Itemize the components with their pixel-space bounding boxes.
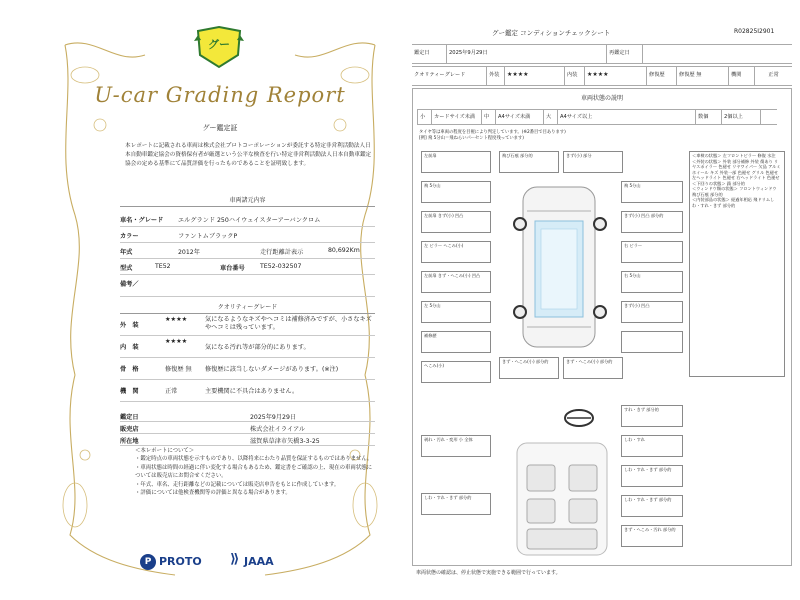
address-label: 所在地 bbox=[120, 438, 139, 445]
repair-label: 修復歴 bbox=[646, 67, 676, 85]
damage-box: 左前扉 bbox=[421, 151, 491, 173]
type-value: TE52 bbox=[155, 263, 171, 270]
damage-box: 補修歴 bbox=[421, 331, 491, 353]
type-label: 型式 bbox=[120, 265, 133, 272]
color-value: ファントムブラックP bbox=[178, 233, 238, 240]
ext-stars: ★★★★ bbox=[504, 67, 564, 85]
year-label: 年式 bbox=[120, 249, 133, 256]
interior-label: 内 装 bbox=[120, 344, 139, 351]
notes-title: ＜本レポートについて＞ bbox=[135, 448, 195, 454]
address-value: 滋賀県草津市矢橋3-3-25 bbox=[250, 438, 320, 445]
intro-text: 本レポートに記載される車両は株式会社プロトコーポレーションが委託する特定非営利活動法人日本自動車鑑定協会の資格保有者が厳選という公平な検査を行い特定非営利活動法人日本自動車鑑定協会の定める基準にて品質評価を行ったものであることを証明致します。 bbox=[125, 143, 372, 167]
size-small: 小 bbox=[417, 110, 431, 124]
damage-box: 飛 5分山 bbox=[621, 181, 683, 203]
logos bbox=[140, 552, 340, 572]
note-item: ・車両状態は時間の経過に伴い変化する場合もあるため、鑑定書をご確認の上、現在の車両状態については販売店にお問合せください。 bbox=[135, 464, 372, 480]
note-item: ・鑑定時点の車両状態を示すものであり、以降将来にわたり品質を保証するものではありません。 bbox=[135, 456, 373, 463]
date-value: 2025年9月29日 bbox=[446, 45, 606, 63]
interior-box: しわ・すれ・きず 部分的 bbox=[421, 493, 491, 515]
jaaa-logo-text: JAAA bbox=[244, 555, 274, 568]
mech-label: 機 関 bbox=[120, 388, 139, 395]
damage-box: 右 5分山 bbox=[621, 271, 683, 293]
size-a4: A4サイズ未満 bbox=[495, 110, 543, 124]
proto-logo-text: PROTO bbox=[159, 555, 202, 568]
car-interior-diagram bbox=[511, 439, 613, 559]
damage-box: 飛び石痕 部分的 bbox=[499, 151, 559, 173]
frame-value: 修復歴 無 bbox=[165, 366, 192, 373]
address-row bbox=[120, 433, 375, 446]
interior-row bbox=[120, 337, 375, 358]
date-label: 鑑定日 bbox=[414, 50, 430, 56]
frame-label: 骨 格 bbox=[120, 366, 139, 373]
qg-label: クオリティーグレード bbox=[414, 72, 466, 78]
note-item: ・年式、車名、走行距離などの記載については販売店申告をもとに作成しています。 bbox=[135, 481, 340, 488]
goo-shield-emblem bbox=[193, 25, 245, 69]
color-label: カラー bbox=[120, 233, 139, 240]
interior-box: しわ・すれ・きず 部分的 bbox=[621, 465, 683, 487]
vehicle-state-panel bbox=[412, 88, 792, 566]
damage-box: きず(小) 凹凸 部分的 bbox=[621, 211, 683, 233]
damage-box: へこみ(小) bbox=[421, 361, 491, 383]
date-label: 鑑定日 bbox=[120, 414, 139, 421]
mech-label: 機関 bbox=[728, 67, 754, 85]
year-row bbox=[120, 242, 375, 259]
interior-box: しわ・すれ・きず 部分的 bbox=[621, 495, 683, 517]
mech-text: 主要機関に不具合はありません。 bbox=[205, 388, 299, 395]
interior-stars: ★★★★ bbox=[165, 338, 188, 345]
damage-box: 飛 5分山 bbox=[421, 181, 491, 203]
damage-box: きず・へこみ(小) 部分的 bbox=[499, 357, 559, 379]
frame-row bbox=[120, 359, 375, 380]
wheel-rear-left bbox=[513, 305, 527, 319]
repair-value: 修復歴 無 bbox=[676, 67, 728, 85]
exterior-text: 気になるようなキズやヘコミは補修済みですが、小さなキズやヘコミは残っています。 bbox=[205, 316, 372, 331]
jaaa-logo-icon: ⟫ bbox=[230, 552, 240, 567]
frame-text: 修復歴に該当しないダメージがあります。(※注) bbox=[205, 366, 339, 373]
ext-label: 外装 bbox=[486, 67, 504, 85]
exterior-stars: ★★★★ bbox=[165, 316, 188, 323]
mechanical-row bbox=[120, 381, 375, 402]
sheet-id: R02825I2901 bbox=[734, 28, 775, 35]
car-exterior-diagram bbox=[505, 181, 613, 353]
type-row bbox=[120, 258, 375, 275]
condition-notes-box: ＜車検の状態＞ 左フロントピラー 修復 水注 ＜外装の状態＞ 外装 部分補修 外装 傷あり リヤスポイラー 色褪せ リヤワイパー 欠品 アルミホイール キズ 外装一部 色褪せ グリル 色褪せ 左ヘッドライト 色褪せ 右ヘッドライト 色褪せ ＜下回りの状態＞ 錆 部分的 ＜ウィンドウ類の状態＞ フロントウィンドウ 飛び石痕 部分的 ＜内装部品の状態＞ 経過年相応 飛ドリムしわ・すれ・きず 部分的 bbox=[689, 151, 785, 377]
damage-box: 右 ピラー bbox=[621, 241, 683, 263]
steering-wheel-icon bbox=[563, 407, 595, 429]
mileage-label: 走行距離計表示 bbox=[260, 249, 304, 256]
model-label: 車名・グレード bbox=[120, 217, 164, 224]
model-row bbox=[120, 210, 375, 227]
dealer-value: 株式会社イライアル bbox=[250, 426, 306, 433]
interior-box: きず・へこみ・汚れ 部分的 bbox=[621, 525, 683, 547]
certificate-title: グー鑑定証 bbox=[202, 124, 238, 132]
period-label: 再鑑定日 bbox=[606, 45, 642, 63]
legend-line2: [例] 飛 5分山＝飛ねらいパーセント程度残っています) bbox=[419, 136, 524, 141]
count-label: 数個 bbox=[695, 110, 721, 124]
vehicle-section-header: 車両諸元内容 bbox=[120, 195, 375, 207]
damage-box: きず(小) 凹凸 bbox=[621, 301, 683, 323]
int-stars: ★★★★ bbox=[584, 67, 646, 85]
damage-box: 左 5分山 bbox=[421, 301, 491, 323]
damage-box bbox=[621, 331, 683, 353]
year-value: 2012年 bbox=[178, 249, 200, 256]
date-value: 2025年9月29日 bbox=[250, 414, 297, 421]
damage-box: きず(小) 部分 bbox=[563, 151, 623, 173]
size-big: 大 bbox=[543, 110, 557, 124]
vin-value: TE52-032507 bbox=[260, 263, 302, 270]
color-row bbox=[120, 226, 375, 243]
svg-text:グー: グー bbox=[208, 38, 230, 51]
count-value: 2個以上 bbox=[721, 110, 761, 124]
model-value: エルグランド 250ハイウェイスターアーバンクロム bbox=[178, 217, 321, 224]
condition-check-sheet bbox=[412, 22, 792, 582]
quality-section-header: クオリティーグレード bbox=[120, 302, 375, 314]
size-a4up: A4サイズ以上 bbox=[557, 110, 607, 124]
state-title: 車両状態の説明 bbox=[580, 95, 623, 102]
exterior-label: 外 装 bbox=[120, 322, 139, 329]
note-item: ・評価については他検査機関等の評価と異なる場合があります。 bbox=[135, 490, 291, 497]
size-card: カードサイズ未満 bbox=[431, 110, 481, 124]
interior-box: すれ・きず 部分的 bbox=[621, 405, 683, 427]
quality-grid-row bbox=[412, 66, 792, 86]
wheel-front-left bbox=[513, 217, 527, 231]
mileage-value: 80,692Km bbox=[328, 247, 360, 254]
damage-box: 左 ピラー へこみ(小) bbox=[421, 241, 491, 263]
period-value bbox=[642, 45, 792, 63]
interior-box: しわ・すれ bbox=[621, 435, 683, 457]
exterior-row bbox=[120, 315, 375, 336]
wheel-rear-right bbox=[593, 305, 607, 319]
interior-box: 剥れ・汚れ・変形 小 全体 bbox=[421, 435, 491, 457]
legend-line1: タイヤ等は車両の程度を目視により判定しています。(※2番目で目あります) bbox=[419, 130, 566, 135]
mech-value: 正常 bbox=[754, 67, 792, 85]
size-legend bbox=[417, 109, 777, 125]
remarks-label: 備考／ bbox=[120, 281, 139, 288]
sheet-title: グー鑑定 コンディションチェックシート bbox=[492, 29, 611, 37]
damage-box: 左前扉 きず(小) 凹凸 bbox=[421, 211, 491, 233]
grading-report-certificate bbox=[55, 15, 385, 585]
vin-label: 車台番号 bbox=[220, 265, 245, 272]
size-mid: 中 bbox=[481, 110, 495, 124]
report-script-title: U-car Grading Report bbox=[94, 83, 346, 107]
int-label: 内装 bbox=[564, 67, 584, 85]
damage-box: きず・へこみ(小) 部分的 bbox=[563, 357, 623, 379]
wheel-front-right bbox=[593, 217, 607, 231]
sheet-footer: 車両状態の確認は、停止状態で実施できる範囲で行っています。 bbox=[416, 570, 561, 576]
mech-value: 正常 bbox=[165, 388, 178, 395]
dealer-label: 販売店 bbox=[120, 426, 139, 433]
date-grid-row bbox=[412, 44, 792, 64]
damage-box: 左前扉 きず・へこみ(小) 凹凸 bbox=[421, 271, 491, 293]
remarks-row bbox=[120, 274, 375, 297]
proto-logo-icon: P bbox=[140, 554, 156, 570]
report-notes bbox=[135, 447, 375, 497]
interior-text: 気になる汚れ等が部分的にあります。 bbox=[205, 344, 310, 351]
